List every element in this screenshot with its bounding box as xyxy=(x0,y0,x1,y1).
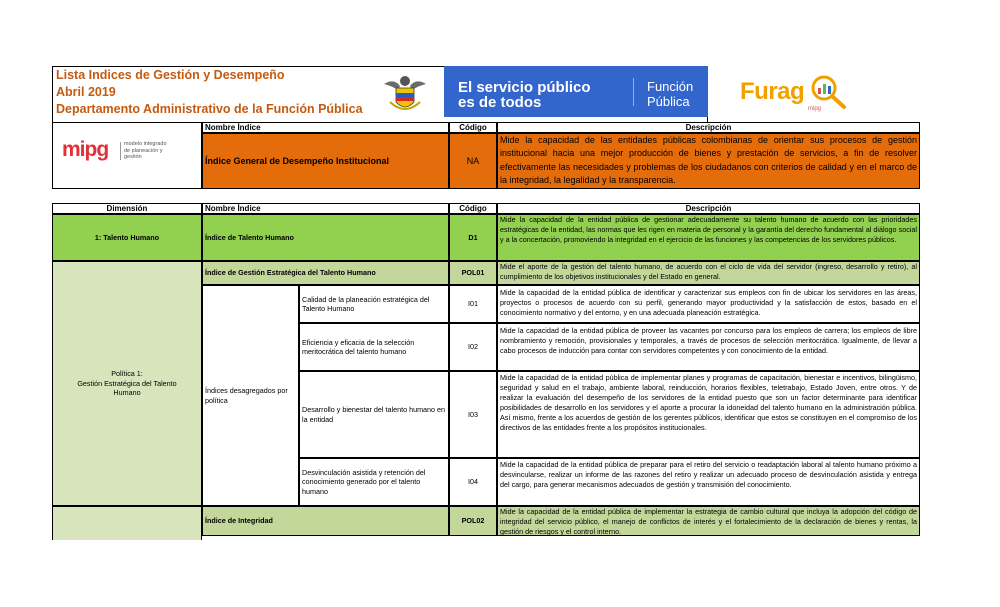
disaggregated-indices-text: Índices desagregados por política xyxy=(205,386,288,405)
top-header-descripcion: Descripción xyxy=(497,122,920,133)
report-title: Lista Indices de Gestión y Desempeño xyxy=(56,68,285,82)
subindex-i01-name-text: Calidad de la planeación estratégica del Talento Humano xyxy=(302,294,430,313)
mipg-logo-text: mipg xyxy=(62,138,109,161)
mipg-logo-subtext: modelo integrado de planeación y gestión xyxy=(124,141,167,160)
policy-1-index-code xyxy=(449,261,497,285)
subindex-i04-name xyxy=(299,458,449,506)
banner-entity-line1: Función xyxy=(647,79,694,94)
top-header-nombre: Nombre Índice xyxy=(202,122,449,133)
banner-entity-line2: Pública xyxy=(647,94,690,109)
policy-2-index-name xyxy=(202,506,449,536)
subindex-i02-code xyxy=(449,323,497,371)
header-codigo: Código xyxy=(449,203,497,214)
dimension-index-name xyxy=(202,214,449,261)
policy-1-index-name xyxy=(202,261,449,285)
furag-logo-subtext: mipg xyxy=(808,106,822,112)
subindex-i04-name-text: Desvinculación asistida y retención del conocimiento generado por el talento humano xyxy=(302,467,426,496)
dimension-index-code xyxy=(449,214,497,261)
subindex-i01-description: Mide la capacidad de la entidad pública de identificar y caracterizar sus empleos con fin de ubicar los servidores en las áreas, proyectos o procesos de acuerdo con su perfil, generando mayor productividad y la satisfacción de estos, basado en el conocimiento normativo y del entorno, y en una adecuada planeación estratégica. xyxy=(497,285,920,323)
subindex-i04-code xyxy=(449,458,497,506)
header-dimension: Dimensión xyxy=(52,203,202,214)
subindex-i02-code-text: I02 xyxy=(468,342,478,352)
top-header-codigo: Código xyxy=(449,122,497,133)
furag-logo xyxy=(740,72,850,116)
subindex-i03-code-text: I03 xyxy=(468,409,478,419)
policy-2-index-code xyxy=(449,506,497,536)
policy-1-index-code-text: POL01 xyxy=(461,268,485,278)
policy-1-number: Política 1: xyxy=(111,369,143,379)
disaggregated-indices-label xyxy=(202,285,299,506)
mipg-logo-divider xyxy=(120,142,121,160)
dimension-label: 1: Talento Humano xyxy=(94,232,160,242)
top-index-name-text: Índice General de Desempeño Institucional xyxy=(205,156,390,166)
dimension-index-name-text: Índice de Talento Humano xyxy=(205,232,294,242)
policy-1-index-name-text: Índice de Gestión Estratégica del Talento Humano xyxy=(205,268,376,278)
magnifier-icon xyxy=(806,72,850,112)
subindex-i04-description: Mide la capacidad de la entidad pública de preparar para el retiro del servicio o readaptación laboral al talento humano próximo a desvincularse, realizar un informe de las razones del retiro y realizar un adecuado proceso de desvinculación asistida y entrega del cargo, para generar mecanismos adecuados de gestión y transmisión del conocimiento. xyxy=(497,458,920,506)
policy-2-index-description: Mide la capacidad de la entidad pública de implementar la estrategia de cambio cultural que incluya la adopción del código de integridad del servicio público, el manejo de conflictos de interés y el fortalecimiento de la declaración de bienes y rentas, la gestión de riesgos y el control interno. xyxy=(497,506,920,536)
policy-1-cell xyxy=(52,261,202,506)
policy-1-index-description: Mide el aporte de la gestión del talento humano, de acuerdo con el ciclo de vida del servidor (ingreso, desarrollo y retiro), al cumplimiento de los objetivos institucionales y del Estado en general. xyxy=(497,261,920,285)
top-index-description: Mide la capacidad de las entidades públicas colombianas de orientar sus procesos de gestión institucional hacia una mejor producción de bienes y prestación de servicios, a fin de resolver efectivamente las necesidades y problemas de los ciudadanos con criterios de calidad y en el marco de la integridad, la legalidad y la transparencia. xyxy=(497,133,920,189)
subindex-i01-code-text: I01 xyxy=(468,299,478,309)
report-organization: Departamento Administrativo de la Función Pública xyxy=(56,102,363,116)
report-date: Abril 2019 xyxy=(56,85,116,99)
subindex-i01-name xyxy=(299,285,449,323)
coat-of-arms-logo xyxy=(380,72,430,117)
policy-2-cell xyxy=(52,506,202,540)
mipg-logo xyxy=(62,138,182,168)
subindex-i03-name-text: Desarrollo y bienestar del talento humano en la entidad xyxy=(302,405,446,424)
banner-divider xyxy=(633,78,634,106)
policy-1-title: Gestión Estratégica del Talento Humano xyxy=(77,378,177,398)
subindex-i03-code xyxy=(449,371,497,458)
policy-2-index-name-text: Índice de Integridad xyxy=(205,516,273,526)
banner-slogan-line1: El servicio público xyxy=(458,79,591,96)
top-index-code xyxy=(449,133,497,189)
subindex-i03-name xyxy=(299,371,449,458)
dimension-index-description: Mide la capacidad de la entidad pública de gestionar adecuadamente su talento humano de acuerdo con las prioridades estratégicas de la entidad, las normas que les rigen en materia de personal y la garantía del derecho fundamental al diálogo social y a la concertación, promoviendo la integridad en el ejercicio de las funciones y las competencias de los servidores públicos. xyxy=(497,214,920,261)
subindex-i02-name xyxy=(299,323,449,371)
top-index-code-text: NA xyxy=(466,156,480,166)
dimension-talento-humano xyxy=(52,214,202,261)
furag-logo-text: Furag xyxy=(740,78,805,105)
dimension-index-code-text: D1 xyxy=(468,232,478,242)
top-index-name xyxy=(202,133,449,189)
subindex-i04-code-text: I04 xyxy=(468,477,478,487)
government-banner xyxy=(444,66,708,117)
subindex-i02-description: Mide la capacidad de la entidad pública de proveer las vacantes por concurso para los empleos de carrera; los empleos de libre nombramiento y remoción, provisionales y temporales, a través de procesos de selección meritocrática. Igualmente, de llevar a cabo procesos de inducción para contar con servidores competentes y con conocimiento de la entidad. xyxy=(497,323,920,371)
subindex-i01-code xyxy=(449,285,497,323)
banner-slogan-line2: es de todos xyxy=(458,94,542,111)
policy-2-index-code-text: POL02 xyxy=(461,516,485,526)
header-nombre: Nombre Índice xyxy=(202,203,449,214)
subindex-i02-name-text: Eficiencia y eficacia de la selección meritocrática del talento humano xyxy=(302,337,415,356)
subindex-i03-description: Mide la capacidad de la entidad pública de implementar planes y programas de capacitación, bienestar e incentivos, bilingüismo, seguridad y salud en el trabajo, ambiente laboral, reinducción, horarios flexibles, teletrabajo, Estado Joven, entre otros. Y de realizar la evaluación del desempeño de los servidores de la entidad puesto que son un factor determinante para identificar posibilidades de desarrollo en los servidores y el aporte a procurar la idoneidad del talento humano en la administración pública. Así mismo, frente a los acuerdos de gestión de los gerentes públicos, identificar que estos se constituyen en el compromiso de los directivos de las entidades frente a los propósitos institucionales. xyxy=(497,371,920,458)
header-descripcion: Descripción xyxy=(497,203,920,214)
